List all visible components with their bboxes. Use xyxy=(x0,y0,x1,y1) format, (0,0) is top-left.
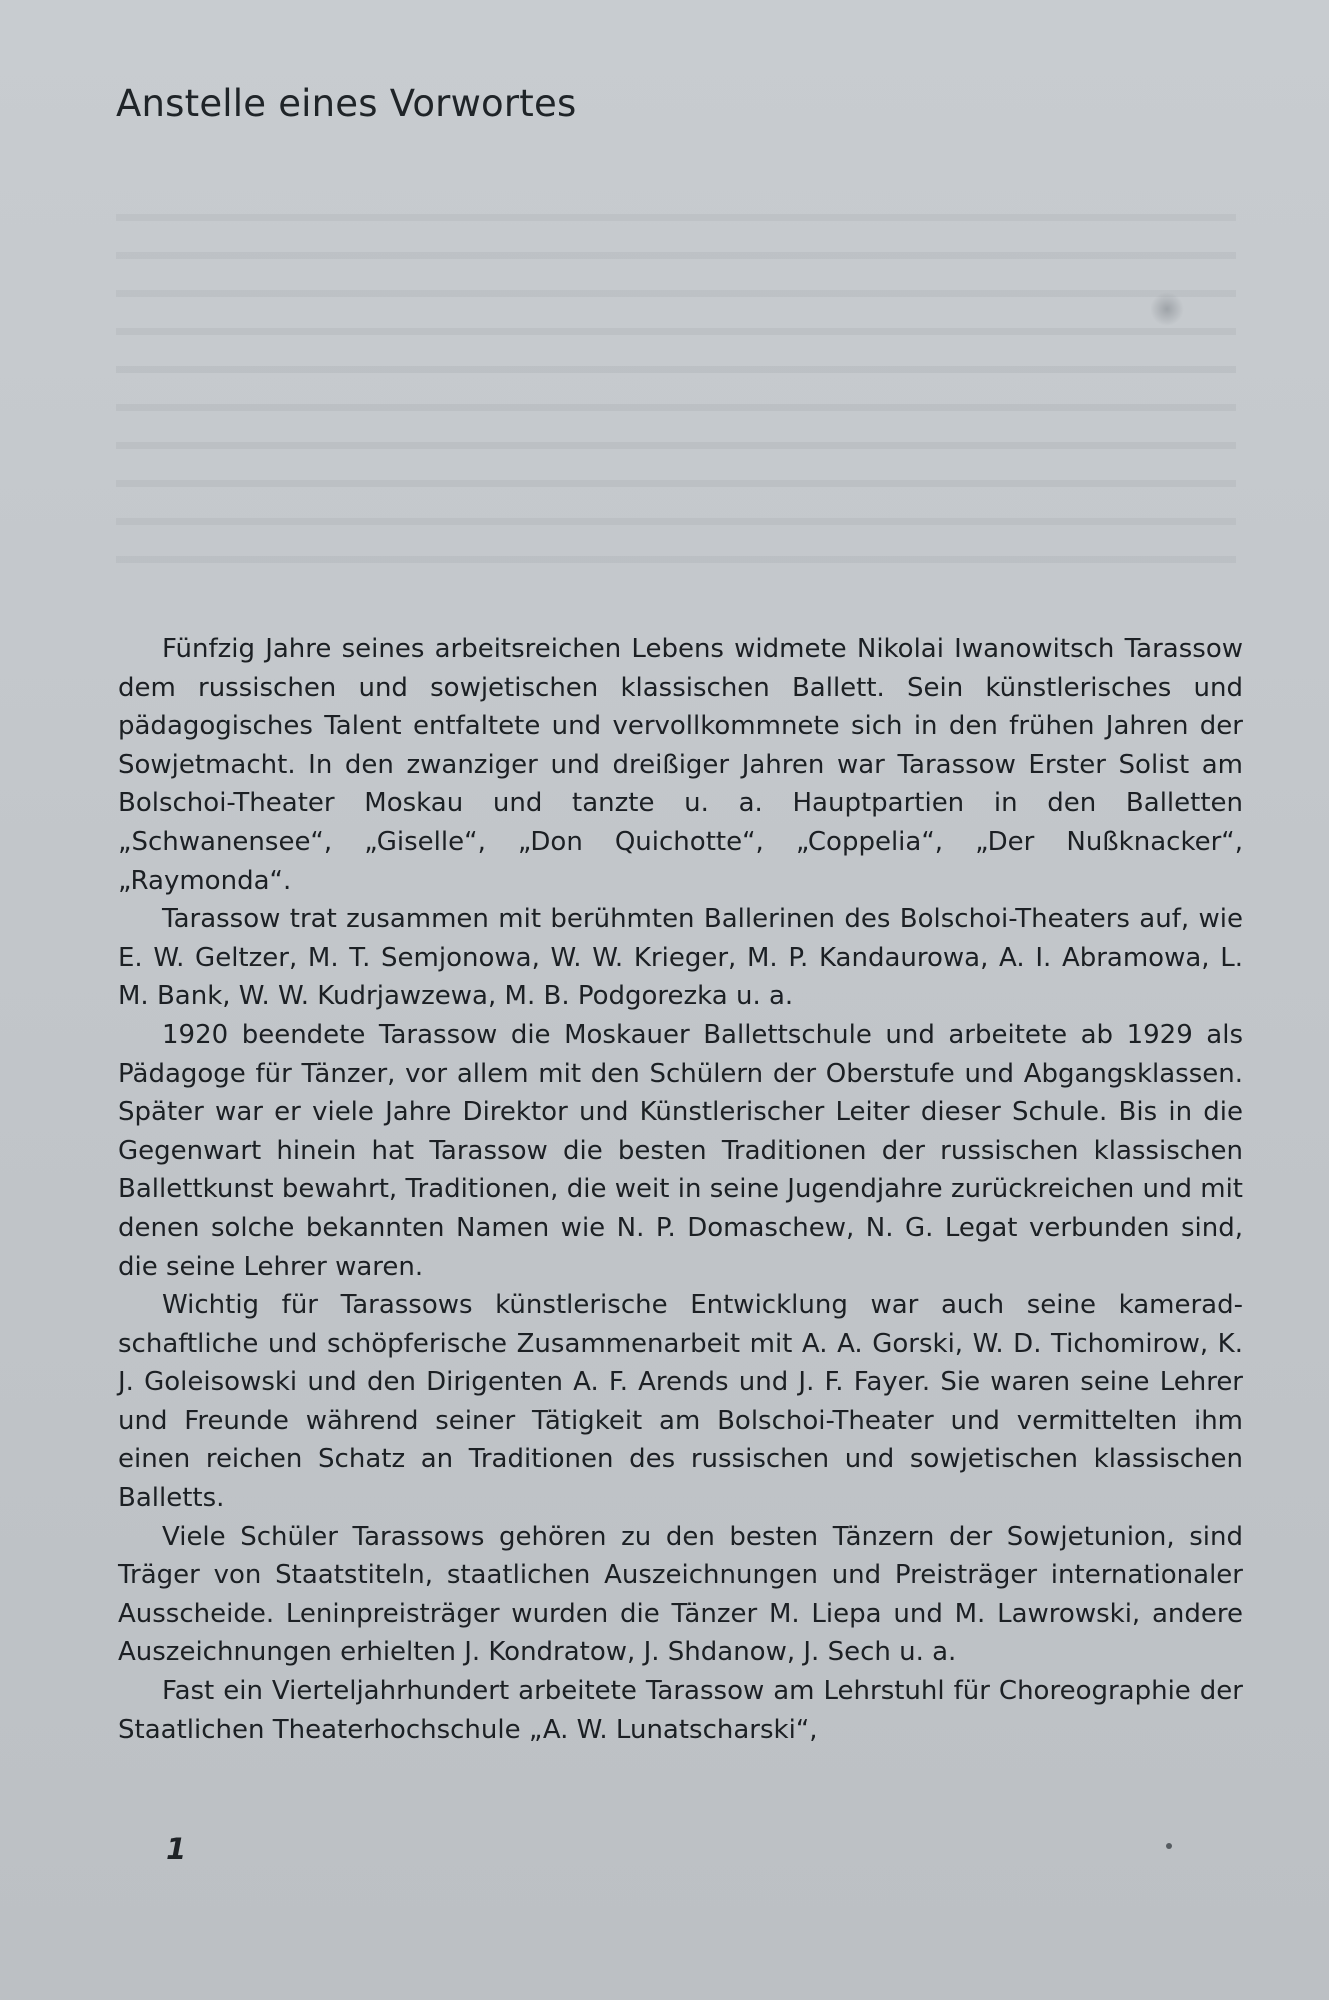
chapter-heading: Anstelle eines Vorwortes xyxy=(116,82,577,125)
paragraph-2: Tarassow trat zusammen mit berühmten Ballerinen des Bolschoi-Theaters auf, wie E. W. Geltzer, M. T. Semjonowa, W. W. Krieger, M. P. Kandaurowa, A. I. Abramowa, L. M. Bank, W. W. Kudrjawzewa, M. B. Podgorezka u. a. xyxy=(118,904,1243,1012)
paragraph-6: Fast ein Vierteljahrhundert arbeitete Tarassow am Lehrstuhl für Choreographie der Staatlichen Theaterhochschule „A. W. Lunatscharski“, xyxy=(118,1676,1243,1745)
page-number: 1 xyxy=(166,1832,187,1866)
body-text xyxy=(118,630,1243,1749)
ink-speck xyxy=(1166,1843,1172,1849)
paragraph-3: 1920 beendete Tarassow die Moskauer Ballettschule und arbeitete ab 1929 als Pädagoge für Tänzer, vor allem mit den Schülern der Oberstufe und Abgangsklassen. Später war er viele Jahre Direktor und Künstlerischer Leiter dieser Schule. Bis in die Gegenwart hinein hat Tarassow die besten Traditionen der russischen klassischen Ballettkunst bewahrt, Traditionen, die weit in seine Jugendjahre zurückreichen und mit denen solche bekannten Namen wie N. P. Domaschew, N. G. Legat verbunden sind, die seine Lehrer waren. xyxy=(118,1019,1243,1282)
paper-smudge xyxy=(1150,292,1184,326)
paragraph-4: Wichtig für Tarassows künstlerische Entwicklung war auch seine kameradschaftliche und schöpferische Zusammenarbeit mit A. A. Gorski, W. D. Tichomirow, K. J. Goleisowski und den Dirigenten A. F. Arends und J. F. Fayer. Sie waren seine Lehrer und Freunde während seiner Tätigkeit am Bolschoi-Theater und vermittelten ihm einen reichen Schatz an Traditionen des russischen und sowjetischen klassischen Balletts. xyxy=(118,1290,1243,1514)
paragraph-1: Fünfzig Jahre seines arbeitsreichen Lebens widmete Nikolai Iwanowitsch Tarassow dem russischen und sowjetischen klassischen Ballett. Sein künstlerisches und pädagogisches Talent entfaltete und vervollkommnete sich in den frühen Jahren der Sowjetmacht. In den zwanziger und dreißiger Jahren war Tarassow Erster Solist am Bolschoi-Theater Moskau und tanzte u. a. Hauptpartien in den Balletten „Schwanensee“, „Giselle“, „Don Quichotte“, „Coppelia“, „Der Nußknacker“, „Raymonda“. xyxy=(118,634,1243,896)
show-through-text xyxy=(116,190,1236,590)
paragraph-5: Viele Schüler Tarassows gehören zu den besten Tänzern der Sowjetunion, sind Träger von Staatstiteln, staatlichen Auszeichnungen und Preisträger internationaler Ausscheide. Leninpreisträger wurden die Tänzer M. Liepa und M. Lawrowski, andere Auszeichnungen erhielten J. Kondratow, J. Shdanow, J. Sech u. a. xyxy=(118,1521,1243,1668)
